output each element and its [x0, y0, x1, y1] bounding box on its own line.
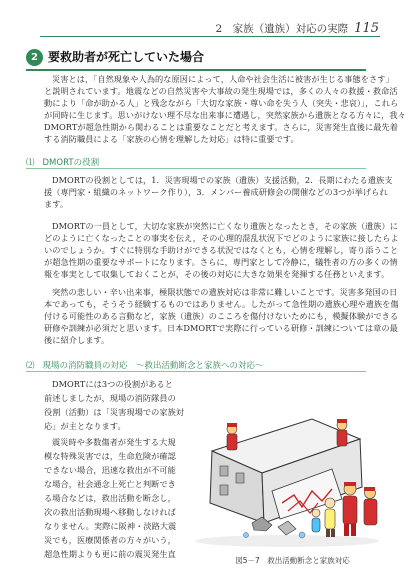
- intro-line: 災害とは，「自然現象や人為的な原因によって，人命や社会生活に被害が生じる事態をさす」: [52, 74, 394, 84]
- subsection-number: ⑵: [26, 361, 35, 371]
- window: [220, 485, 228, 495]
- subsection-rule: [26, 371, 366, 372]
- body-line: DMORTの役割としては，1．災害現場での家族（遺族）支援活動，2．長期にわたる遺族支: [52, 175, 393, 185]
- rescuer-figure: [227, 423, 237, 450]
- subsection-number: ⑴: [26, 158, 35, 168]
- body-line: 超急性期よりも更に前の震災発生直: [44, 549, 176, 559]
- subsection-rule: [26, 168, 366, 169]
- intro-line: DMORTが超急性期から関わることは重要なことだと考えます。さらに，災害発生直後に最先着: [44, 122, 398, 132]
- intro-line: する消防職員による「家族の心情を理解した対応」は特に重要です。: [44, 134, 299, 144]
- intro-line: 動により「命が助かる人」と残念ながら「大切な家族・尊い命を失う人（突失・悲哀）」，これら: [44, 98, 399, 108]
- body-line: いのでしょうか。すぐに特別な手助けができる状況ではなくとも，心情を理解し，寄り添うこと: [44, 245, 399, 255]
- intro-line: と説明されています。地震などの自然災害や大事故の発生現場では，多くの人々の救援・救命活: [44, 86, 398, 96]
- family-member-figure: [312, 509, 320, 532]
- body-line: 報を事実として収集しておくことが，その後の対応に大きな効果を発揮する任務といえます。: [44, 269, 390, 279]
- body-line: 震災時や多数傷者が発生する大規: [52, 437, 176, 447]
- body-line: な場合，社会通念上死亡と判断でき: [44, 479, 176, 489]
- body-line: 次の救出活動現場へ移動しなければ: [44, 507, 176, 517]
- body-line: る場合などは，救出活動を断念し，: [44, 493, 176, 503]
- body-line: 役割（活動）は「災害現場での家族対: [44, 407, 185, 417]
- section-rule: [26, 69, 366, 71]
- body-line: 突然の悲しい・辛い出来事，極限状態での遺族対応は非常に難しいことです。災害多発国の日: [52, 287, 398, 297]
- body-line: 後に紹介します。: [44, 335, 110, 345]
- body-line: ます。: [44, 199, 69, 209]
- body-line: 本であっても，そうそう経験するものではありません。したがって急性期の遺族心理や遺族を傷: [44, 299, 399, 309]
- body-line: DMORTの一員として，大切な家族が突然に亡くなり遺族となったとき，その家族（遺族）に: [52, 221, 398, 231]
- family-member-figure: [325, 498, 335, 537]
- rubble: [244, 533, 249, 538]
- ground-shadow: [195, 535, 379, 547]
- section-title: 要救助者が死亡していた場合: [48, 50, 205, 64]
- body-line: DMORTには3つの役割があると: [52, 379, 174, 389]
- body-line: 援（専門家・組織のネットワーク作り），3．メンバー養成研修会の開催などの3つが挙げられ: [44, 187, 388, 197]
- body-line: 研修や訓練が必須だと思います。日本DMORTで実際に行っている研修・訓練については章の最: [44, 323, 398, 333]
- window: [220, 466, 228, 476]
- intro-line: が同時に生じます。思いがけない理不尽な出来事に遭遇し，突然家族から遺族となる方々に，我々: [44, 110, 406, 120]
- subsection-title: DMORTの役割: [42, 158, 100, 168]
- section-number-badge: 2: [26, 49, 43, 66]
- subsection-title: 現場の消防職員の対応 〜救出活動断念と家族への対応〜: [42, 361, 264, 371]
- rubble: [299, 532, 305, 538]
- rescuer-figure: [337, 419, 347, 446]
- rescue-illustration: [192, 411, 382, 549]
- body-line: 前述しましたが，現場の消防隊員の: [44, 393, 176, 403]
- figure-caption: 図5－7 救出活動断念と家族対応: [235, 556, 350, 565]
- running-title: 2 家族（遺族）対応の実際: [215, 23, 349, 35]
- body-line: 応」が主となります。: [44, 421, 126, 431]
- body-line: 付ける可能性のある言動など，家族（遺族）のこころを傷付けないためにも，模擬体験ができる: [44, 311, 399, 321]
- running-header: [215, 21, 379, 36]
- page-number: 115: [354, 21, 379, 36]
- body-line: なりません。実際に阪神・淡路大震: [44, 521, 177, 531]
- body-line: 模な特殊災害では，生命危険が確認: [44, 451, 176, 461]
- body-line: 災でも，医療関係者の方々がいう，: [44, 535, 176, 545]
- body-line: できない場合，迅速な救出が不可能: [44, 465, 176, 475]
- rubble: [278, 521, 296, 535]
- rescuer-figure: [343, 482, 357, 536]
- body-line: が超急性期の重要なサポートになります。さらに，専門家として冷静に，犠牲者の方の多くの情: [44, 257, 398, 267]
- header-rule: [40, 36, 380, 37]
- rescuer-figure: [364, 487, 377, 525]
- subsection-heading-1: [26, 156, 99, 168]
- body-line: どのように亡くなったことの事実を伝え，その心理的混乱状況下でどのように家族に接したらよ: [44, 233, 399, 243]
- window: [236, 473, 244, 483]
- subsection-heading-2: [26, 359, 264, 371]
